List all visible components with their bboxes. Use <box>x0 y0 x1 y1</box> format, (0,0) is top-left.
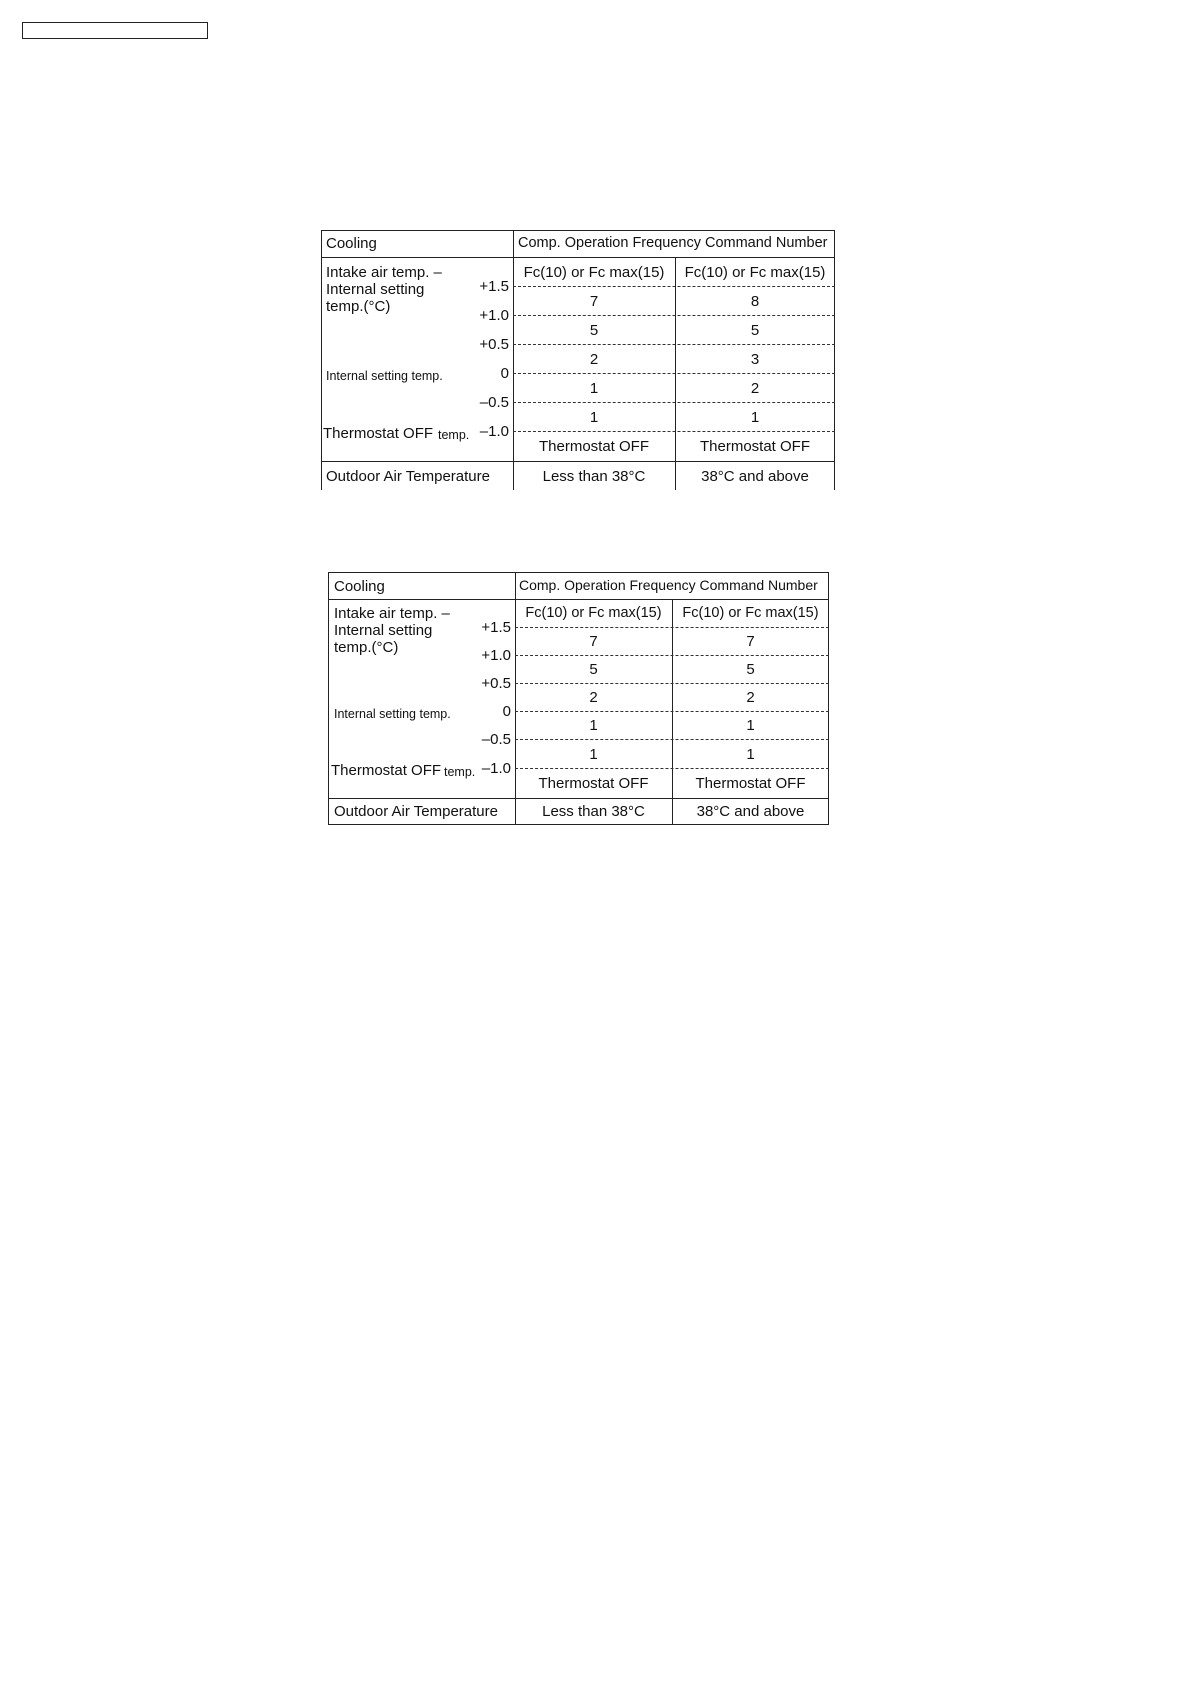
cell-r6-c1: Thermostat OFF <box>538 775 649 792</box>
outdoor-label: Outdoor Air Temperature <box>326 468 490 485</box>
tick-plus-1-5: +1.5 <box>481 619 511 636</box>
cell-r2-c1: 5 <box>589 661 598 678</box>
row-label-line-2: Internal setting <box>334 622 433 639</box>
corner-label: Cooling <box>326 235 377 252</box>
row-label-line-1: Intake air temp. – <box>326 264 442 281</box>
internal-setting-label: Internal setting temp. <box>326 369 443 383</box>
tick-zero: 0 <box>502 703 511 720</box>
cell-r4-c2: 1 <box>746 717 755 734</box>
outdoor-row-divider <box>321 461 835 462</box>
outdoor-value-2: 38°C and above <box>701 468 809 485</box>
gridline-plus-1-0 <box>513 315 835 316</box>
cell-r4-c1: 1 <box>589 380 599 397</box>
tick-plus-0-5: +0.5 <box>481 675 511 692</box>
outdoor-value-1: Less than 38°C <box>542 468 646 485</box>
table-header: Comp. Operation Frequency Command Number <box>518 235 828 251</box>
header-placeholder-box <box>22 22 208 39</box>
cell-r3-c2: 3 <box>750 351 760 368</box>
cell-r5-c1: 1 <box>589 746 598 763</box>
thermostat-off-temp-label: temp. <box>438 428 470 442</box>
cell-r1-c1: 7 <box>589 633 598 650</box>
cell-r4-c1: 1 <box>589 717 598 734</box>
tick-minus-0-5: –0.5 <box>479 394 509 411</box>
tick-minus-1-0: –1.0 <box>481 760 511 777</box>
tick-minus-0-5: –0.5 <box>481 731 511 748</box>
row-label-line-1: Intake air temp. – <box>334 605 450 622</box>
column-header-1: Fc(10) or Fc max(15) <box>525 605 662 621</box>
gridline-zero <box>513 373 835 374</box>
gridline-plus-1-5 <box>513 286 835 287</box>
corner-label: Cooling <box>334 578 385 595</box>
cell-r3-c1: 2 <box>589 689 598 706</box>
tick-zero: 0 <box>500 365 509 382</box>
row-label-line-2: Internal setting <box>326 281 425 298</box>
cell-r5-c2: 1 <box>746 746 755 763</box>
gridline-minus-0-5 <box>513 402 835 403</box>
gridline-plus-0-5 <box>515 683 829 684</box>
cooling-frequency-table-1 <box>321 230 835 490</box>
column-header-2: Fc(10) or Fc max(15) <box>682 605 819 621</box>
outdoor-value-1: Less than 38°C <box>542 803 645 820</box>
outdoor-value-2: 38°C and above <box>696 803 805 820</box>
header-divider <box>321 257 835 258</box>
outdoor-row-divider <box>328 798 829 799</box>
thermostat-off-label: Thermostat OFF <box>323 425 434 442</box>
cell-r1-c2: 8 <box>750 293 760 310</box>
gridline-minus-0-5 <box>515 739 829 740</box>
gridline-minus-1-0 <box>515 768 829 769</box>
tick-plus-1-0: +1.0 <box>481 647 511 664</box>
cell-r6-c1: Thermostat OFF <box>538 438 650 455</box>
cell-r3-c2: 2 <box>746 689 755 706</box>
gridline-minus-1-0 <box>513 431 835 432</box>
tick-minus-1-0: –1.0 <box>479 423 509 440</box>
column-header-2: Fc(10) or Fc max(15) <box>684 264 826 281</box>
cell-r3-c1: 2 <box>589 351 599 368</box>
cell-r5-c2: 1 <box>750 409 760 426</box>
cell-r2-c2: 5 <box>746 661 755 678</box>
thermostat-off-temp-label: temp. <box>444 765 476 779</box>
tick-plus-1-5: +1.5 <box>479 278 509 295</box>
cell-r6-c2: Thermostat OFF <box>695 775 806 792</box>
cooling-frequency-table-2 <box>328 572 829 825</box>
internal-setting-label: Internal setting temp. <box>334 707 451 721</box>
gridline-plus-1-5 <box>515 627 829 628</box>
gridline-plus-0-5 <box>513 344 835 345</box>
row-label-line-3: temp.(°C) <box>326 298 391 315</box>
cell-r5-c1: 1 <box>589 409 599 426</box>
cell-r6-c2: Thermostat OFF <box>699 438 811 455</box>
row-label-line-3: temp.(°C) <box>334 639 399 656</box>
tick-plus-1-0: +1.0 <box>479 307 509 324</box>
cell-r1-c1: 7 <box>589 293 599 310</box>
gridline-zero <box>515 711 829 712</box>
column-header-1: Fc(10) or Fc max(15) <box>523 264 665 281</box>
header-divider <box>328 599 829 600</box>
cell-r1-c2: 7 <box>746 633 755 650</box>
thermostat-off-label: Thermostat OFF <box>331 762 442 779</box>
gridline-plus-1-0 <box>515 655 829 656</box>
table-header: Comp. Operation Frequency Command Number <box>519 577 818 593</box>
outdoor-label: Outdoor Air Temperature <box>334 803 498 820</box>
cell-r4-c2: 2 <box>750 380 760 397</box>
cell-r2-c1: 5 <box>589 322 599 339</box>
cell-r2-c2: 5 <box>750 322 760 339</box>
tick-plus-0-5: +0.5 <box>479 336 509 353</box>
